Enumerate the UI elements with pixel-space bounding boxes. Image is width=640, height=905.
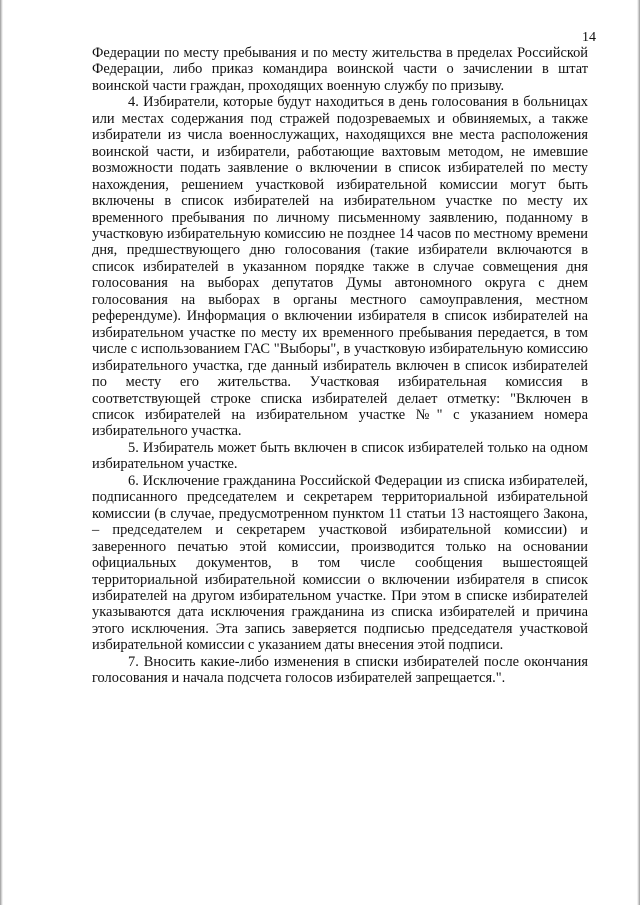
paragraph-item-7: 7. Вносить какие-либо изменения в списки избирателей после окончания голосования и начала подсчета голосов избирателей запрещается.". xyxy=(92,653,588,687)
paragraph-item-4: 4. Избиратели, которые будут находиться в день голосования в больницах или местах содержания под стражей подозреваемых и обвиняемых, а также избиратели из числа военнослужащих, находящихся вне места расположения воинской части, и избиратели, работающие вахтовым методом, не имевшие возможности подать заявление о включении в список избирателей по месту нахождения, решением участковой избирательной комиссии могут быть включены в список избирателей на избирательном участке по месту их временного пребывания по личному письменному заявлению, поданному в участковую избирательную комиссию не позднее 14 часов по местному времени дня, предшествующего дню голосования (такие избиратели включаются в список избирателей в указанном порядке также в случае совмещения дня голосования на выборах депутатов Думы автономного округа с днем голосования на выборах в органы местного самоуправления, местном референдуме). Информация о включении избирателя в список избирателей на избирательном участке по месту их временного пребывания передается, в том числе с использованием ГАС "Выборы", в участковую избирательную комиссию избирательного участка, где данный избиратель включен в список избирателей по месту его жительства. Участковая избирательная комиссия в соответствующей строке списка избирателей делает отметку: "Включен в список избирателей на избирательном участке №" с указанием номера избирательного участка. xyxy=(92,94,588,440)
paragraph-continuation: Федерации по месту пребывания и по месту жительства в пределах Российской Федерации, либо приказ командира воинской части о зачислении в штат воинской части граждан, проходящих военную службу по призыву. xyxy=(92,45,588,94)
document-body xyxy=(92,45,588,687)
scan-edge-left xyxy=(0,0,3,905)
page-number: 14 xyxy=(582,30,596,45)
paragraph-item-6: 6. Исключение гражданина Российской Федерации из списка избирателей, подписанного председателем и секретарем территориальной избирательной комиссии (в случае, предусмотренном пунктом 11 статьи 13 настоящего Закона, – председателем и секретарем участковой избирательной комиссии) и заверенного печатью этой комиссии, производится только на основании официальных документов, в том числе сообщения вышестоящей территориальной избирательной комиссии о включении избирателя в список избирателей на другом избирательном участке. При этом в списке избирателей указываются дата исключения гражданина из списка избирателей и причина этого исключения. Эта запись заверяется подписью председателя участковой избирательной комиссии с указанием даты внесения этой подписи. xyxy=(92,472,588,654)
paragraph-item-5: 5. Избиратель может быть включен в список избирателей только на одном избирательном участке. xyxy=(92,439,588,473)
